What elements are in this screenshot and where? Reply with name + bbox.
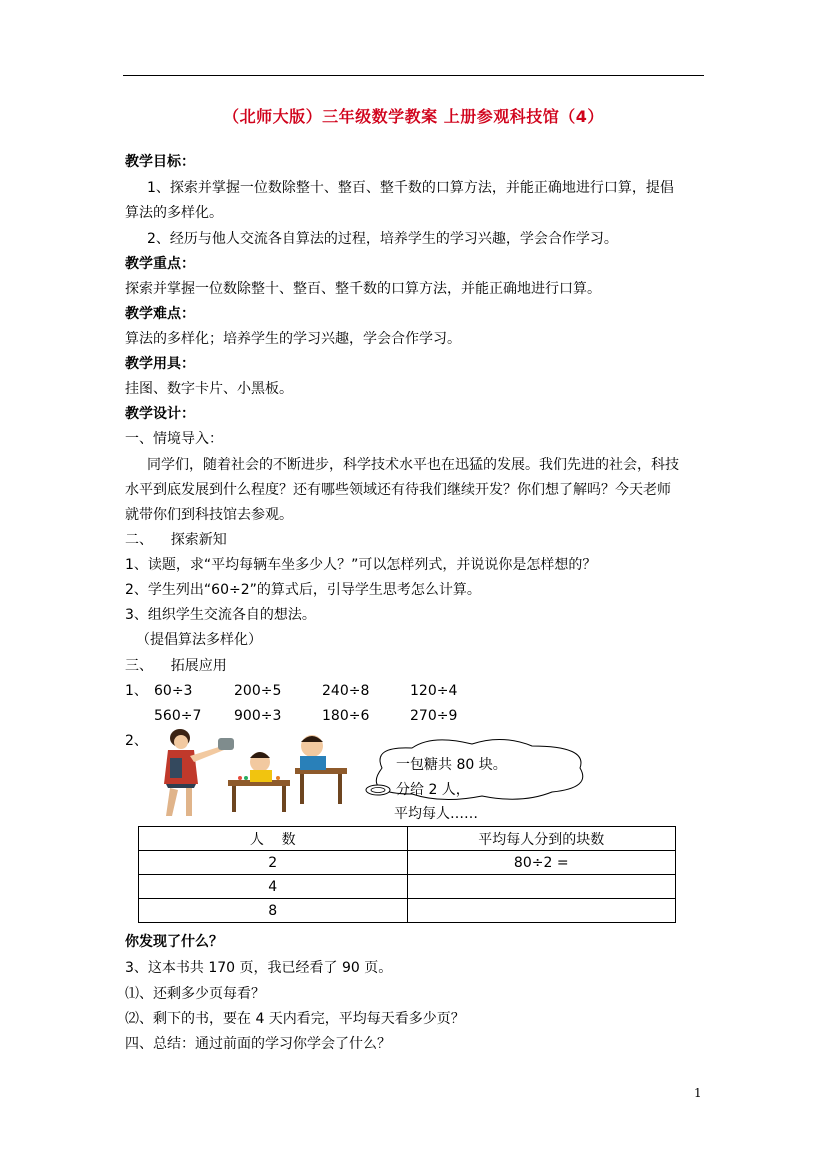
- page-title: （北师大版）三年级数学教案 上册参观科技馆（4）: [223, 107, 604, 126]
- exercise-item: 180÷6: [322, 708, 370, 724]
- difficult-text: 算法的多样化；培养学生的学习兴趣，学会合作学习。: [125, 331, 461, 347]
- explore-3: 3、组织学生交流各自的想法。: [125, 607, 316, 623]
- section-1-heading: 一、情境导入：: [125, 431, 223, 447]
- classroom-illustration: [150, 728, 350, 818]
- exercise-item: 200÷5: [234, 683, 282, 699]
- table-header-row: [139, 827, 676, 851]
- exercise-item: 900÷3: [234, 708, 282, 724]
- exercise-item: 60÷3: [154, 683, 193, 699]
- table-cell: 8: [139, 899, 408, 923]
- goal-1-line-1: 1、探索并掌握一位数除整十、整百、整千数的口算方法，并能正确地进行口算，提倡: [147, 180, 674, 196]
- question-3-part-1: ⑴、还剩多少页每看？: [125, 986, 265, 1002]
- question-3-part-2: ⑵、剩下的书，要在 4 天内看完，平均每天看多少页？: [125, 1011, 465, 1027]
- key-heading: 教学重点：: [125, 256, 195, 272]
- cloud-line-2: 分给 2 人，: [396, 782, 470, 798]
- intro-line-2: 水平到底发展到什么程度？还有哪些领域还有待我们继续开发？你们想了解吗？今天老师: [125, 482, 671, 498]
- header-rule: [123, 75, 704, 76]
- intro-line-3: 就带你们到科技馆去参观。: [125, 507, 293, 523]
- table-cell: 80÷2 =: [407, 851, 676, 875]
- exercise-item: 270÷9: [410, 708, 458, 724]
- exercise-item: 120÷4: [410, 683, 458, 699]
- table-cell: [407, 899, 676, 923]
- table-header: 人 数: [139, 827, 408, 851]
- goal-1-line-2: 算法的多样化。: [125, 205, 223, 221]
- exercise-2-label: 2、: [125, 733, 148, 749]
- design-heading: 教学设计：: [125, 406, 195, 422]
- section-4-summary: 四、总结：通过前面的学习你学会了什么？: [125, 1036, 391, 1052]
- cloud-line-1: 一包糖共 80 块。: [396, 757, 507, 773]
- table-cell: [407, 875, 676, 899]
- section-3-heading: 三、 拓展应用: [125, 658, 227, 674]
- explore-4: （提倡算法多样化）: [136, 632, 262, 648]
- tools-heading: 教学用具：: [125, 356, 195, 372]
- key-text: 探索并掌握一位数除整十、整百、整千数的口算方法，并能正确地进行口算。: [125, 281, 601, 297]
- page-number: 1: [694, 1086, 702, 1100]
- exercise-1-label: 1、: [125, 683, 148, 699]
- goals-heading: 教学目标：: [125, 154, 195, 170]
- explore-1: 1、读题，求“平均每辆车坐多少人？”可以怎样列式，并说说你是怎样想的？: [125, 557, 597, 573]
- difficult-heading: 教学难点：: [125, 306, 195, 322]
- explore-2: 2、学生列出“60÷2”的算式后，引导学生思考怎么计算。: [125, 582, 481, 598]
- goal-2: 2、经历与他人交流各自算法的过程，培养学生的学习兴趣，学会合作学习。: [147, 231, 618, 247]
- division-table: [138, 826, 676, 923]
- section-2-heading: 二、 探索新知: [125, 532, 227, 548]
- exercise-item: 560÷7: [154, 708, 202, 724]
- question-3: 3、这本书共 170 页，我已经看了 90 页。: [125, 960, 393, 976]
- intro-line-1: 同学们，随着社会的不断进步，科学技术水平也在迅猛的发展。我们先进的社会，科技: [147, 457, 679, 473]
- table-row: [139, 851, 676, 875]
- table-cell: 2: [139, 851, 408, 875]
- cloud-line-3: 平均每人……: [394, 806, 478, 822]
- discover-question: 你发现了什么？: [125, 934, 223, 950]
- table-row: [139, 899, 676, 923]
- exercise-item: 240÷8: [322, 683, 370, 699]
- table-header: 平均每人分到的块数: [407, 827, 676, 851]
- table-row: [139, 875, 676, 899]
- table-cell: 4: [139, 875, 408, 899]
- tools-text: 挂图、数字卡片、小黑板。: [125, 381, 293, 397]
